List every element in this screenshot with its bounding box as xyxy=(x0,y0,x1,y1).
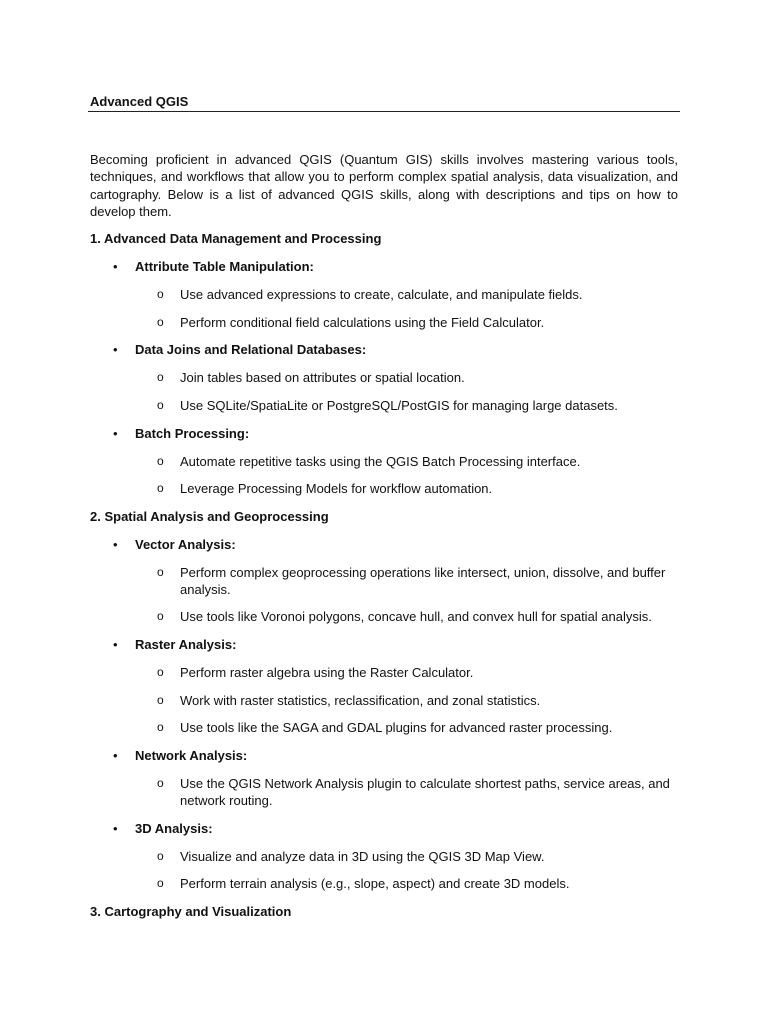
sub-bullet-marker: o xyxy=(157,609,164,623)
bullet-marker: • xyxy=(113,748,118,763)
list-item: Join tables based on attributes or spatial location. xyxy=(180,370,465,385)
list-item: Use the QGIS Network Analysis plugin to calculate shortest paths, service areas, and network routing. xyxy=(180,776,670,808)
sub-bullet-marker: o xyxy=(157,287,164,301)
sub-bullet-marker: o xyxy=(157,693,164,707)
sub-bullet-marker: o xyxy=(157,665,164,679)
item-label-3d-analysis: 3D Analysis: xyxy=(135,821,213,836)
list-item: Automate repetitive tasks using the QGIS Batch Processing interface. xyxy=(180,454,581,469)
sub-bullet-marker: o xyxy=(157,776,164,790)
sub-bullet-marker: o xyxy=(157,565,164,579)
item-label-data-joins: Data Joins and Relational Databases: xyxy=(135,342,367,357)
intro-paragraph: Becoming proficient in advanced QGIS (Quantum GIS) skills involves mastering various tools, techniques, and workflows that allow you to perform complex spatial analysis, data visualization, and cartography. Below is a list of advanced QGIS skills, along with descriptions and tips on how to develop them. xyxy=(90,152,678,220)
sub-bullet-marker: o xyxy=(157,398,164,412)
sub-bullet-marker: o xyxy=(157,370,164,384)
list-item: Leverage Processing Models for workflow automation. xyxy=(180,481,493,496)
sub-bullet-marker: o xyxy=(157,720,164,734)
list-item: Use SQLite/SpatiaLite or PostgreSQL/PostGIS for managing large datasets. xyxy=(180,398,618,413)
section-heading-2: 2. Spatial Analysis and Geoprocessing xyxy=(90,509,329,524)
bullet-marker: • xyxy=(113,637,118,652)
item-label-vector-analysis: Vector Analysis: xyxy=(135,537,236,552)
list-item: Work with raster statistics, reclassification, and zonal statistics. xyxy=(180,693,541,708)
list-item: Perform terrain analysis (e.g., slope, aspect) and create 3D models. xyxy=(180,876,570,891)
list-item: Use tools like the SAGA and GDAL plugins for advanced raster processing. xyxy=(180,720,613,735)
item-label-raster-analysis: Raster Analysis: xyxy=(135,637,237,652)
list-item: Use tools like Voronoi polygons, concave hull, and convex hull for spatial analysis. xyxy=(180,609,652,624)
list-item: Use advanced expressions to create, calculate, and manipulate fields. xyxy=(180,287,583,302)
sub-bullet-marker: o xyxy=(157,849,164,863)
list-item: Perform complex geoprocessing operations like intersect, union, dissolve, and buffer analysis. xyxy=(180,565,666,597)
bullet-marker: • xyxy=(113,342,118,357)
document-title: Advanced QGIS xyxy=(90,94,189,109)
list-item: Perform conditional field calculations using the Field Calculator. xyxy=(180,315,545,330)
item-label-network-analysis: Network Analysis: xyxy=(135,748,248,763)
sub-bullet-marker: o xyxy=(157,876,164,890)
item-label-batch-processing: Batch Processing: xyxy=(135,426,250,441)
list-item: Visualize and analyze data in 3D using the QGIS 3D Map View. xyxy=(180,849,545,864)
item-label-attribute-table: Attribute Table Manipulation: xyxy=(135,259,314,274)
title-underline xyxy=(88,111,680,112)
bullet-marker: • xyxy=(113,259,118,274)
bullet-marker: • xyxy=(113,821,118,836)
bullet-marker: • xyxy=(113,537,118,552)
sub-bullet-marker: o xyxy=(157,481,164,495)
section-heading-3: 3. Cartography and Visualization xyxy=(90,904,292,919)
sub-bullet-marker: o xyxy=(157,315,164,329)
list-item: Perform raster algebra using the Raster Calculator. xyxy=(180,665,474,680)
bullet-marker: • xyxy=(113,426,118,441)
sub-bullet-marker: o xyxy=(157,454,164,468)
section-heading-1: 1. Advanced Data Management and Processing xyxy=(90,231,382,246)
